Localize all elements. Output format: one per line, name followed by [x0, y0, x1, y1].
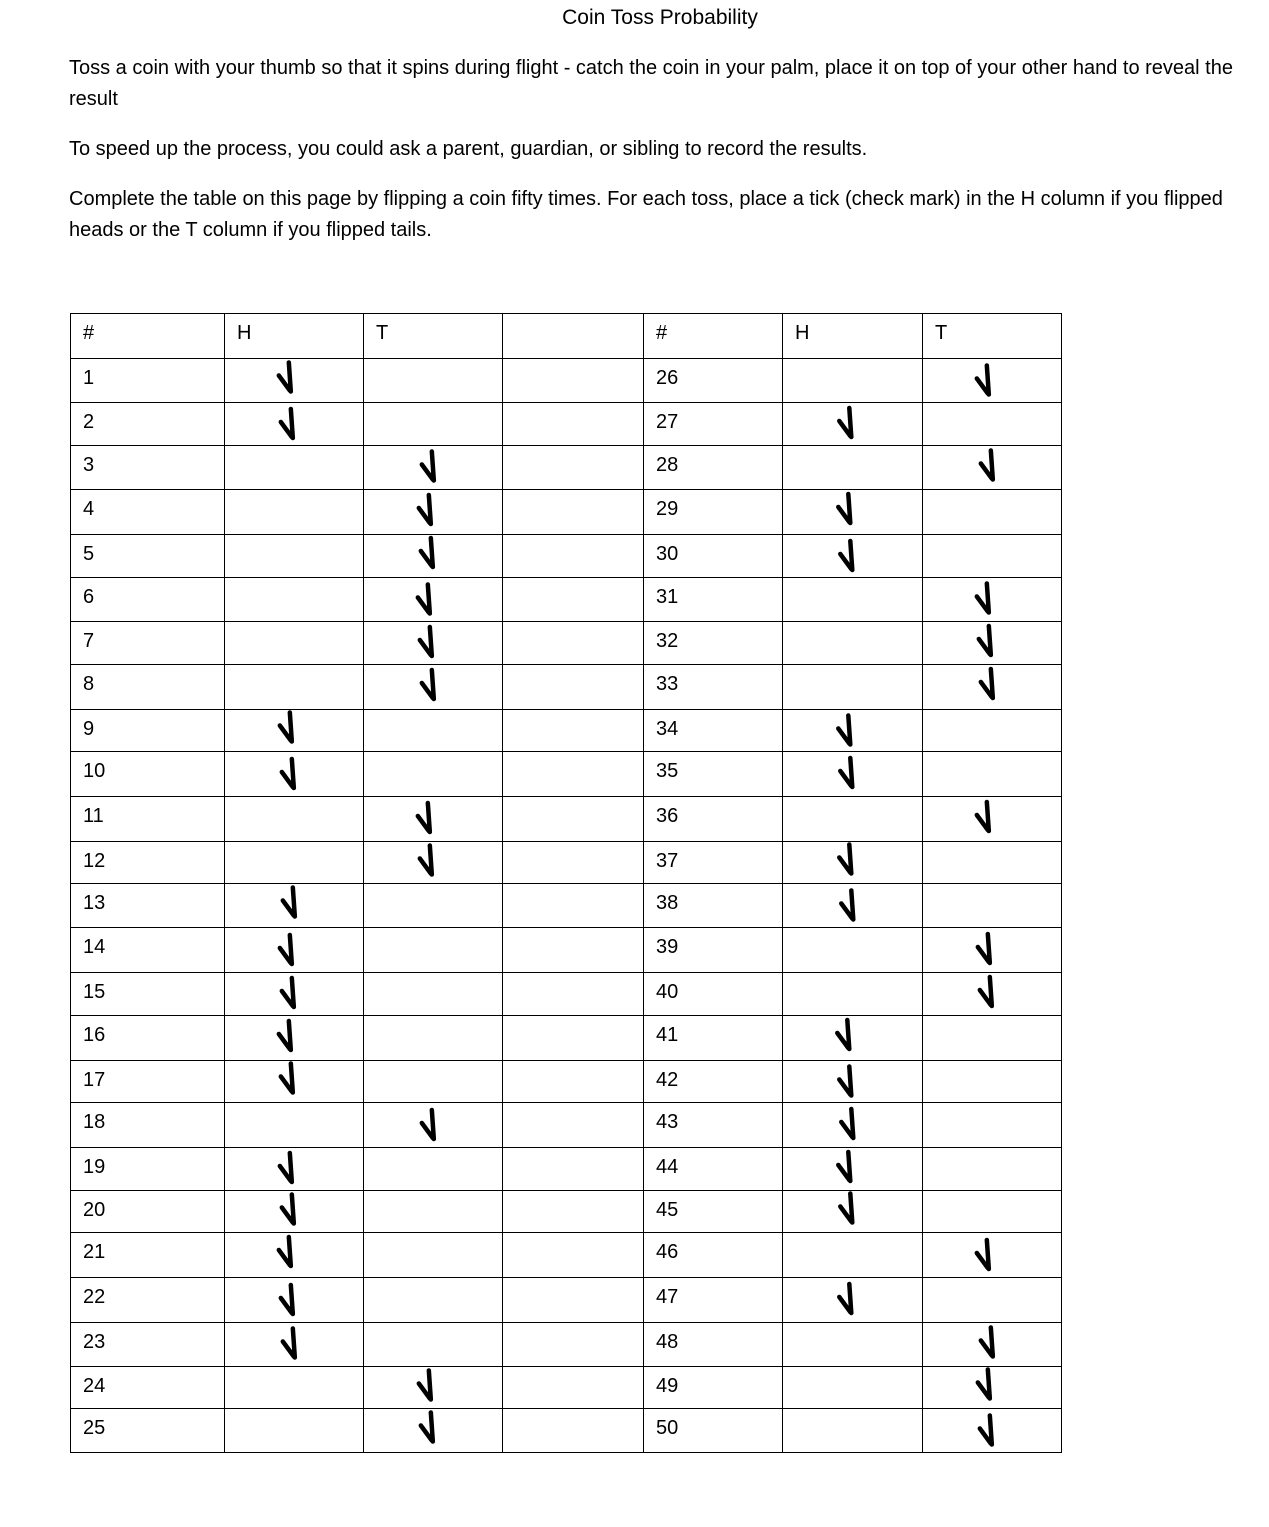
table-row: [71, 622, 1062, 665]
instruction-helper: To speed up the process, you could ask a parent, guardian, or sibling to record the results.: [69, 138, 868, 160]
spacer-cell: [503, 446, 644, 490]
spacer-cell: [503, 490, 644, 535]
tails-cell: [923, 446, 1062, 490]
heads-cell: [783, 1148, 923, 1191]
tails-cell: [923, 1016, 1062, 1061]
toss-number-cell: 28: [644, 446, 783, 490]
heads-cell: [225, 797, 364, 842]
toss-number-cell: 46: [644, 1233, 783, 1278]
spacer-cell: [503, 884, 644, 928]
table-row: [71, 842, 1062, 884]
toss-number-cell: 49: [644, 1367, 783, 1409]
toss-number-cell: 16: [71, 1016, 225, 1061]
spacer-cell: [503, 1323, 644, 1367]
tails-cell: [923, 884, 1062, 928]
tails-cell: [364, 446, 503, 490]
tails-cell: [923, 1191, 1062, 1233]
tails-cell: [364, 403, 503, 446]
header-cell: [923, 314, 1062, 359]
toss-number-cell: 38: [644, 884, 783, 928]
tails-cell: [364, 1409, 503, 1453]
table-row: [71, 1103, 1062, 1148]
toss-number-cell: 32: [644, 622, 783, 665]
heads-cell: [783, 797, 923, 842]
toss-number-cell: 27: [644, 403, 783, 446]
toss-number-cell: 33: [644, 665, 783, 710]
table-row: [71, 1278, 1062, 1323]
table-row: [71, 535, 1062, 578]
toss-number-cell: 13: [71, 884, 225, 928]
heads-cell: [225, 403, 364, 446]
toss-number-cell: 17: [71, 1061, 225, 1103]
spacer-cell: [503, 665, 644, 710]
header-cell: [644, 314, 783, 359]
header-cell-label: H: [237, 322, 252, 344]
tails-cell: [364, 490, 503, 535]
header-cell: [71, 314, 225, 359]
heads-cell: [225, 535, 364, 578]
table-row: [71, 884, 1062, 928]
tails-cell: [923, 928, 1062, 973]
heads-cell: [225, 752, 364, 797]
heads-cell: [783, 1191, 923, 1233]
toss-number-cell: 30: [644, 535, 783, 578]
instruction-toss: Toss a coin with your thumb so that it spins during flight - catch the coin in your palm, place it on top of your other hand to reveal the result: [69, 57, 1233, 110]
toss-number-cell: 15: [71, 973, 225, 1016]
toss-number-cell: 8: [71, 665, 225, 710]
heads-cell: [225, 1016, 364, 1061]
table-row: [71, 578, 1062, 622]
spacer-cell: [503, 1103, 644, 1148]
table-row: [71, 1367, 1062, 1409]
toss-number-cell: 48: [644, 1323, 783, 1367]
spacer-header-cell: [503, 314, 644, 359]
heads-cell: [225, 1061, 364, 1103]
heads-cell: [225, 928, 364, 973]
table-row: [71, 403, 1062, 446]
heads-cell: [783, 842, 923, 884]
heads-cell: [783, 403, 923, 446]
heads-cell: [225, 1191, 364, 1233]
toss-number-cell: 14: [71, 928, 225, 973]
heads-cell: [225, 1409, 364, 1453]
toss-number-cell: 26: [644, 359, 783, 403]
table-row: [71, 1323, 1062, 1367]
heads-cell: [783, 1323, 923, 1367]
table-row: [71, 490, 1062, 535]
tails-cell: [923, 1061, 1062, 1103]
table-row: [71, 446, 1062, 490]
heads-cell: [225, 1367, 364, 1409]
tails-cell: [923, 622, 1062, 665]
heads-cell: [783, 752, 923, 797]
toss-number-cell: 31: [644, 578, 783, 622]
toss-number-cell: 39: [644, 928, 783, 973]
tails-cell: [923, 842, 1062, 884]
heads-cell: [225, 884, 364, 928]
tails-cell: [364, 1016, 503, 1061]
heads-cell: [225, 622, 364, 665]
toss-number-cell: 18: [71, 1103, 225, 1148]
tails-cell: [364, 622, 503, 665]
tails-cell: [923, 1323, 1062, 1367]
spacer-cell: [503, 1148, 644, 1191]
tails-cell: [364, 578, 503, 622]
toss-number-cell: 42: [644, 1061, 783, 1103]
heads-cell: [783, 359, 923, 403]
table-row: [71, 973, 1062, 1016]
table-row: [71, 1148, 1062, 1191]
spacer-cell: [503, 797, 644, 842]
header-cell-label: #: [656, 322, 668, 344]
tails-cell: [364, 359, 503, 403]
toss-number-cell: 22: [71, 1278, 225, 1323]
header-cell: [225, 314, 364, 359]
tails-cell: [923, 665, 1062, 710]
table-row: [71, 928, 1062, 973]
tails-cell: [923, 403, 1062, 446]
toss-number-cell: 43: [644, 1103, 783, 1148]
spacer-cell: [503, 1278, 644, 1323]
spacer-cell: [503, 1061, 644, 1103]
heads-cell: [225, 1278, 364, 1323]
heads-cell: [783, 665, 923, 710]
toss-number-cell: 35: [644, 752, 783, 797]
spacer-cell: [503, 1016, 644, 1061]
heads-cell: [225, 973, 364, 1016]
spacer-cell: [503, 973, 644, 1016]
coin-toss-table: [70, 313, 1062, 1453]
spacer-cell: [503, 578, 644, 622]
tails-cell: [364, 752, 503, 797]
tails-cell: [923, 1278, 1062, 1323]
tails-cell: [364, 535, 503, 578]
heads-cell: [783, 973, 923, 1016]
heads-cell: [225, 665, 364, 710]
tails-cell: [364, 842, 503, 884]
toss-number-cell: 11: [71, 797, 225, 842]
table-row: [71, 1233, 1062, 1278]
tails-cell: [923, 1409, 1062, 1453]
page-title: Coin Toss Probability: [562, 6, 758, 29]
tails-cell: [923, 1367, 1062, 1409]
heads-cell: [783, 1233, 923, 1278]
toss-number-cell: 5: [71, 535, 225, 578]
table-row: [71, 1409, 1062, 1453]
toss-number-cell: 1: [71, 359, 225, 403]
tails-cell: [364, 1061, 503, 1103]
header-cell: [783, 314, 923, 359]
table-row: [71, 710, 1062, 752]
toss-number-cell: 19: [71, 1148, 225, 1191]
toss-number-cell: 3: [71, 446, 225, 490]
heads-cell: [783, 1103, 923, 1148]
spacer-cell: [503, 535, 644, 578]
tails-cell: [364, 884, 503, 928]
toss-number-cell: 40: [644, 973, 783, 1016]
spacer-cell: [503, 622, 644, 665]
toss-number-cell: 20: [71, 1191, 225, 1233]
toss-number-cell: 23: [71, 1323, 225, 1367]
table-row: [71, 1061, 1062, 1103]
spacer-cell: [503, 710, 644, 752]
header-cell-label: #: [83, 322, 95, 344]
toss-number-cell: 6: [71, 578, 225, 622]
tails-cell: [923, 710, 1062, 752]
tails-cell: [923, 1103, 1062, 1148]
heads-cell: [225, 578, 364, 622]
toss-number-cell: 29: [644, 490, 783, 535]
tails-cell: [923, 535, 1062, 578]
spacer-cell: [503, 1191, 644, 1233]
table-row: [71, 1191, 1062, 1233]
toss-number-cell: 41: [644, 1016, 783, 1061]
heads-cell: [783, 884, 923, 928]
heads-cell: [783, 1409, 923, 1453]
heads-cell: [783, 1367, 923, 1409]
tails-cell: [923, 1233, 1062, 1278]
toss-number-cell: 25: [71, 1409, 225, 1453]
heads-cell: [225, 1233, 364, 1278]
heads-cell: [783, 928, 923, 973]
heads-cell: [225, 359, 364, 403]
table-row: [71, 797, 1062, 842]
tails-cell: [364, 665, 503, 710]
spacer-cell: [503, 1233, 644, 1278]
heads-cell: [783, 490, 923, 535]
table-header-row: [71, 314, 1062, 359]
toss-number-cell: 34: [644, 710, 783, 752]
tails-cell: [364, 1278, 503, 1323]
spacer-cell: [503, 842, 644, 884]
toss-number-cell: 50: [644, 1409, 783, 1453]
header-cell-label: T: [935, 322, 948, 344]
tails-cell: [923, 359, 1062, 403]
heads-cell: [783, 578, 923, 622]
heads-cell: [225, 1148, 364, 1191]
spacer-cell: [503, 403, 644, 446]
toss-number-cell: 44: [644, 1148, 783, 1191]
toss-number-cell: 21: [71, 1233, 225, 1278]
toss-number-cell: 2: [71, 403, 225, 446]
header-cell: [364, 314, 503, 359]
tails-cell: [364, 797, 503, 842]
tails-cell: [923, 752, 1062, 797]
tails-cell: [923, 490, 1062, 535]
tails-cell: [364, 973, 503, 1016]
spacer-cell: [503, 928, 644, 973]
heads-cell: [225, 1103, 364, 1148]
toss-number-cell: 12: [71, 842, 225, 884]
tails-cell: [923, 578, 1062, 622]
heads-cell: [225, 446, 364, 490]
toss-number-cell: 4: [71, 490, 225, 535]
heads-cell: [783, 1016, 923, 1061]
header-cell-label: H: [795, 322, 810, 344]
toss-number-cell: 9: [71, 710, 225, 752]
heads-cell: [783, 1061, 923, 1103]
table-row: [71, 359, 1062, 403]
tails-cell: [364, 1148, 503, 1191]
heads-cell: [783, 622, 923, 665]
heads-cell: [783, 446, 923, 490]
tails-cell: [364, 1367, 503, 1409]
heads-cell: [225, 842, 364, 884]
tails-cell: [923, 1148, 1062, 1191]
header-cell-label: T: [376, 322, 389, 344]
spacer-cell: [503, 359, 644, 403]
spacer-cell: [503, 752, 644, 797]
tails-cell: [364, 1323, 503, 1367]
instruction-complete-table: Complete the table on this page by flipping a coin fifty times. For each toss, place a tick (check mark) in the H column if you flipped heads or the T column if you flipped tails.: [69, 188, 1223, 241]
heads-cell: [225, 1323, 364, 1367]
heads-cell: [225, 710, 364, 752]
heads-cell: [783, 535, 923, 578]
heads-cell: [783, 1278, 923, 1323]
tails-cell: [364, 1233, 503, 1278]
spacer-cell: [503, 1367, 644, 1409]
tails-cell: [364, 710, 503, 752]
toss-number-cell: 7: [71, 622, 225, 665]
table-row: [71, 1016, 1062, 1061]
tails-cell: [923, 973, 1062, 1016]
toss-number-cell: 10: [71, 752, 225, 797]
spacer-header-cell-label: [515, 314, 643, 320]
tails-cell: [364, 1103, 503, 1148]
toss-number-cell: 36: [644, 797, 783, 842]
heads-cell: [225, 490, 364, 535]
tails-cell: [364, 928, 503, 973]
tails-cell: [923, 797, 1062, 842]
table-row: [71, 752, 1062, 797]
heads-cell: [783, 710, 923, 752]
toss-number-cell: 24: [71, 1367, 225, 1409]
table-row: [71, 665, 1062, 710]
tails-cell: [364, 1191, 503, 1233]
spacer-cell: [503, 1409, 644, 1453]
toss-number-cell: 45: [644, 1191, 783, 1233]
toss-number-cell: 47: [644, 1278, 783, 1323]
toss-number-cell: 37: [644, 842, 783, 884]
